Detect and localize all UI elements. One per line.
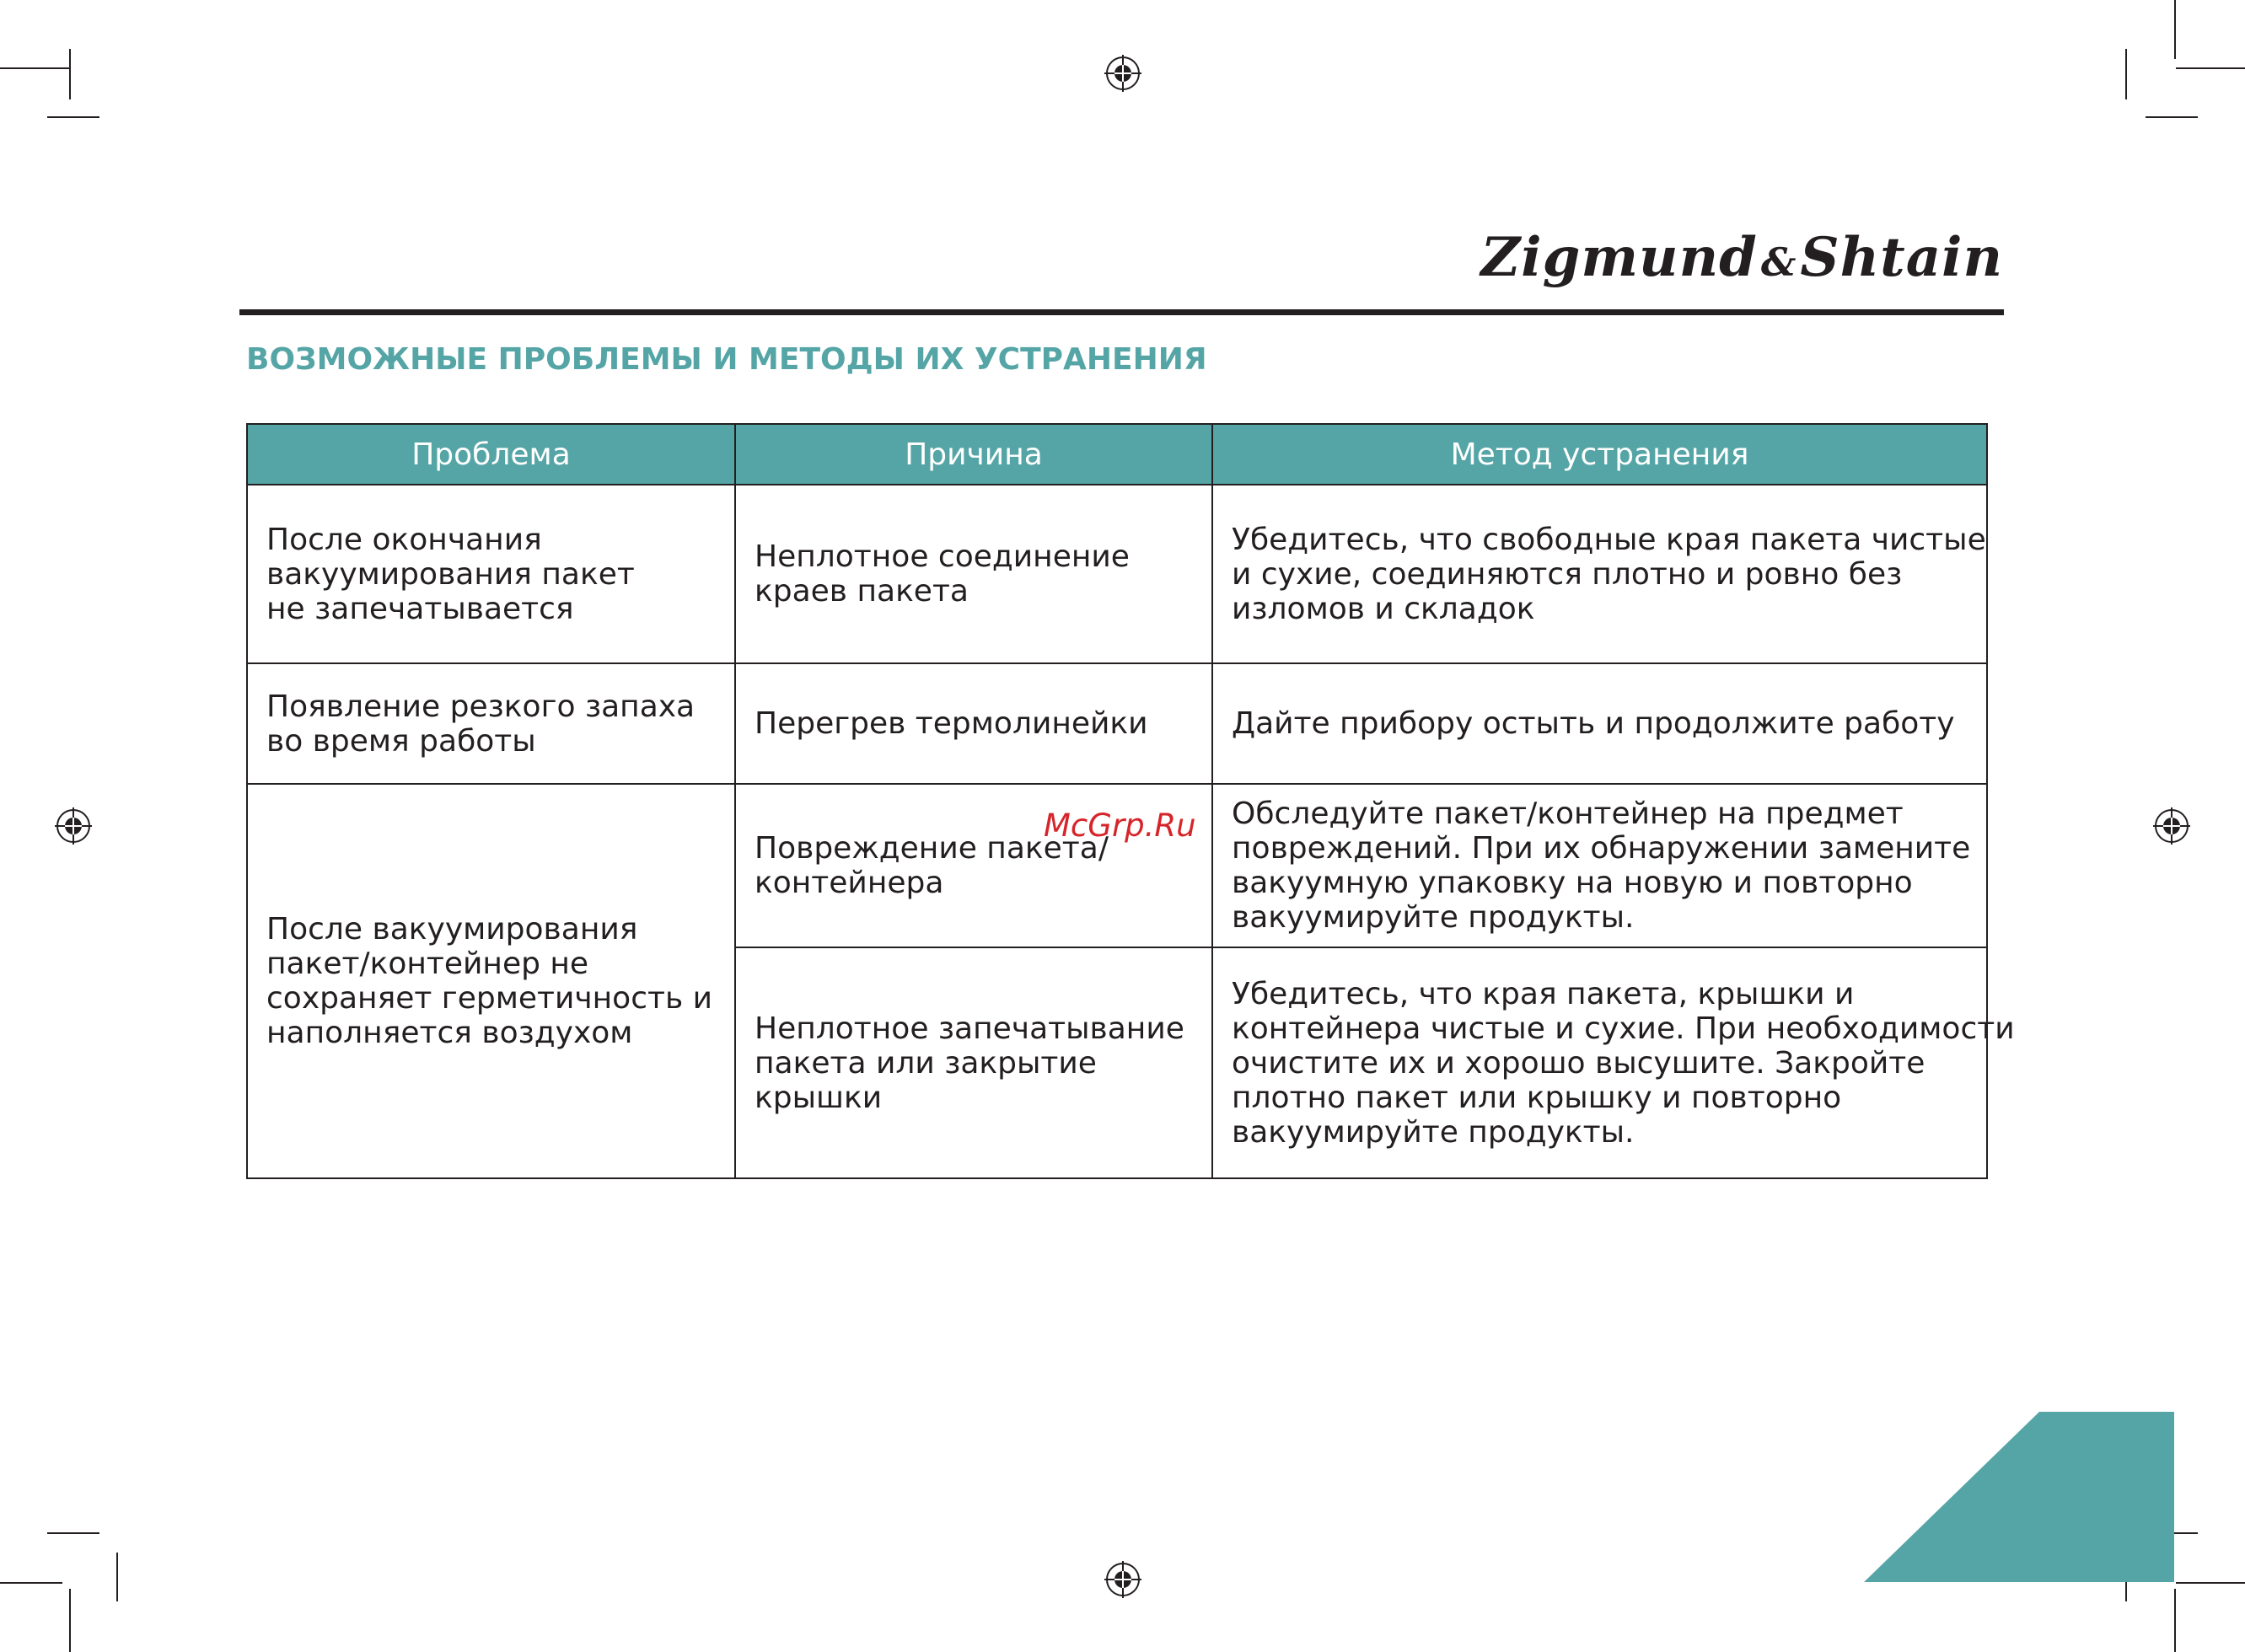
table-header-row xyxy=(247,424,1987,485)
cell-line: контейнера xyxy=(755,866,944,900)
cause-cell xyxy=(735,663,1212,784)
cell-line: очистите их и хорошо высушите. Закройте xyxy=(1232,1045,1925,1081)
cause-cell xyxy=(735,947,1212,1178)
problem-cell xyxy=(247,784,735,1178)
registration-mark-left-icon xyxy=(55,807,92,845)
crop-mark-br-v2 xyxy=(2174,1589,2176,1652)
section-title: ВОЗМОЖНЫЕ ПРОБЛЕМЫ И МЕТОДЫ ИХ УСТРАНЕНИЯ xyxy=(246,342,1207,377)
crop-mark-tr-h2 xyxy=(2146,116,2198,118)
cell-line: пакета или закрытие xyxy=(755,1045,1097,1081)
crop-mark-tl-h2 xyxy=(47,116,99,118)
table-row xyxy=(247,663,1987,784)
cell-line: Неплотное соединение xyxy=(755,539,1130,574)
cell-line: вакуумируйте продукты. xyxy=(1232,900,1635,935)
cell-line: вакуумную упаковку на новую и повторно xyxy=(1232,866,1913,900)
registration-mark-right-icon xyxy=(2153,807,2190,845)
problem-cell xyxy=(247,663,735,784)
cell-line: Неплотное запечатывание xyxy=(755,1011,1184,1046)
header-solution: Метод устранения xyxy=(1212,424,1987,485)
crop-mark-br-v xyxy=(2125,1553,2127,1601)
crop-mark-tl-v xyxy=(69,49,71,99)
cell-line: краев пакета xyxy=(755,574,969,609)
cell-line: повреждений. При их обнаружении замените xyxy=(1232,831,1971,866)
cell-line: Обследуйте пакет/контейнер на предмет xyxy=(1232,796,1904,831)
table-row xyxy=(247,485,1987,663)
cell-line: вакуумирования пакет xyxy=(266,556,635,592)
crop-mark-br-h xyxy=(2146,1532,2198,1534)
problem-cell xyxy=(247,485,735,663)
crop-mark-br-h2 xyxy=(2176,1582,2245,1584)
crop-mark-tr-v2 xyxy=(2125,49,2127,99)
header-cause: Причина xyxy=(735,424,1212,485)
cell-line: сохраняет герметичность и xyxy=(266,981,713,1016)
brand-name-part1: Zigmund xyxy=(1480,226,1758,289)
cell-line: плотно пакет или крышку и повторно xyxy=(1232,1080,1842,1115)
crop-mark-bl-v xyxy=(116,1553,118,1601)
cell-line: вакуумируйте продукты. xyxy=(1232,1114,1635,1150)
solution-cell xyxy=(1212,947,2015,1178)
crop-mark-tr-v xyxy=(2174,0,2176,59)
solution-cell xyxy=(1212,485,1987,663)
cell-line: и сухие, соединяются плотно и ровно без xyxy=(1232,556,1903,592)
watermark: McGrp.Ru xyxy=(1044,807,1196,844)
registration-mark-top-icon xyxy=(1104,55,1141,92)
cell-line: Перегрев термолинейки xyxy=(755,706,1148,741)
cell-line: во время работы xyxy=(266,723,536,759)
solution-cell xyxy=(1212,784,1987,947)
cell-line: контейнера чистые и сухие. При необходимости xyxy=(1232,1011,2015,1046)
cell-line: После вакуумирования xyxy=(266,912,638,947)
solution-cell xyxy=(1212,663,1987,784)
brand-ampersand: & xyxy=(1760,239,1797,285)
crop-mark-tr-h xyxy=(2176,67,2245,69)
header-rule xyxy=(239,309,2004,315)
crop-mark-bl-h2 xyxy=(0,1582,62,1584)
cell-line: Появление резкого запаха xyxy=(266,689,696,724)
crop-mark-bl-h xyxy=(47,1532,99,1534)
cell-line: После окончания xyxy=(266,522,542,557)
cell-line: не запечатывается xyxy=(266,591,574,626)
header-problem: Проблема xyxy=(247,424,735,485)
crop-mark-bl-v2 xyxy=(69,1589,71,1652)
cell-line: изломов и складок xyxy=(1232,591,1535,626)
cell-line: Убедитесь, что свободные края пакета чистые xyxy=(1232,522,1986,557)
cell-line: Дайте прибору остыть и продолжите работу xyxy=(1232,706,1955,741)
troubleshooting-table xyxy=(246,423,2015,1179)
brand-name-part2: Shtain xyxy=(1800,226,2003,289)
cell-line: крышки xyxy=(755,1080,883,1115)
registration-mark-bottom-icon xyxy=(1104,1561,1141,1598)
cell-line: наполняется воздухом xyxy=(266,1016,633,1050)
cell-line: пакет/контейнер не xyxy=(266,947,589,981)
cell-line: Повреждение пакета/ xyxy=(755,831,1109,866)
crop-mark-tl-h xyxy=(0,67,69,69)
brand-logo xyxy=(1481,226,2003,289)
cause-cell xyxy=(735,485,1212,663)
cell-line: Убедитесь, что края пакета, крышки и xyxy=(1232,976,1855,1011)
